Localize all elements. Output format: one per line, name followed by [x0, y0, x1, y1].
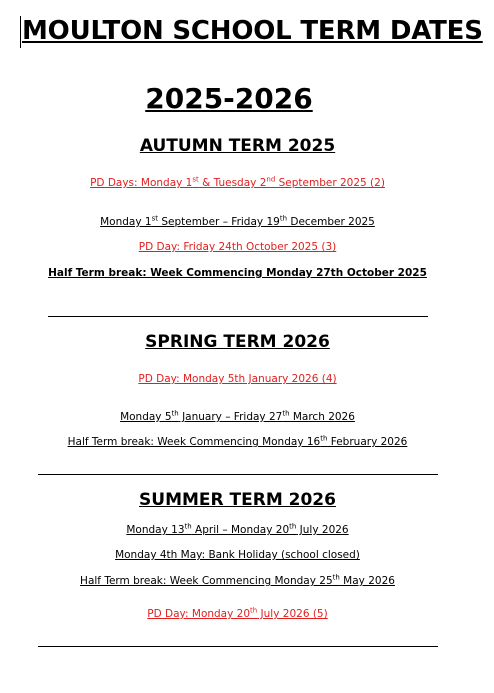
summer-term-heading: SUMMER TERM 2026: [139, 490, 336, 510]
autumn-term-heading: AUTUMN TERM 2025: [139, 136, 336, 156]
section-divider: [48, 316, 428, 317]
spring-half-term: Half Term break: Week Commencing Monday 16th February 2026: [67, 434, 408, 448]
summer-bank-holiday: Monday 4th May: Bank Holiday (school closed): [115, 549, 360, 561]
spring-term-heading: SPRING TERM 2026: [145, 332, 330, 352]
document-title: MOULTON SCHOOL TERM DATES: [22, 16, 483, 46]
summer-half-term: Half Term break: Week Commencing Monday 25th May 2026: [80, 573, 395, 587]
autumn-pd-day: PD Day: Friday 24th October 2025 (3): [138, 241, 337, 253]
spring-pd-day: PD Day: Monday 5th January 2026 (4): [138, 373, 337, 385]
summer-pd-day: PD Day: Monday 20th July 2026 (5): [147, 606, 328, 620]
autumn-half-term: Half Term break: Week Commencing Monday 27th October 2025: [48, 267, 427, 279]
spring-term-dates: Monday 5th January – Friday 27th March 2026: [120, 409, 355, 423]
section-divider: [38, 646, 438, 647]
section-divider: [38, 474, 438, 475]
academic-year: 2025-2026: [145, 82, 313, 115]
text-cursor: [20, 16, 21, 48]
autumn-pd-days: PD Days: Monday 1st & Tuesday 2nd September 2025 (2): [90, 175, 385, 189]
autumn-term-dates: Monday 1st September – Friday 19th December 2025: [100, 214, 375, 228]
summer-term-dates: Monday 13th April – Monday 20th July 2026: [126, 522, 349, 536]
